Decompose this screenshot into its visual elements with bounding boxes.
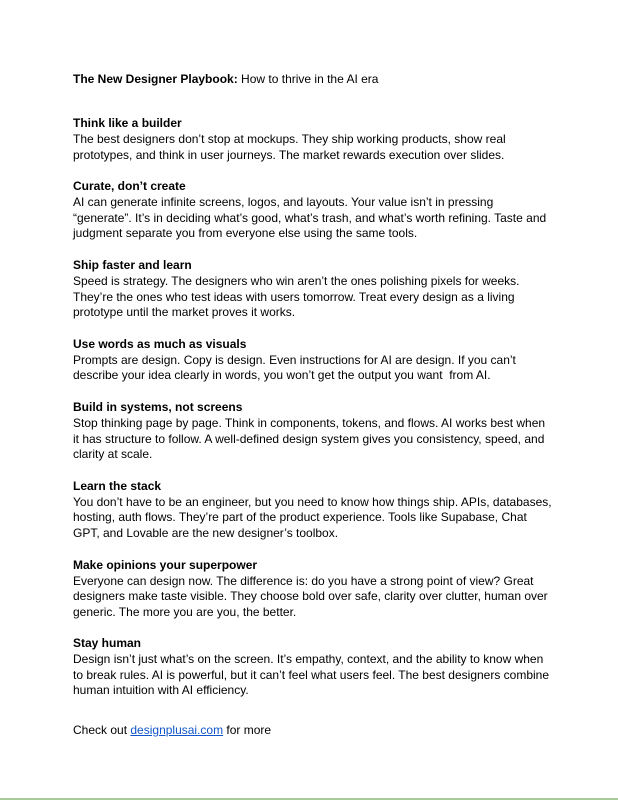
section-heading: Stay human	[73, 636, 142, 651]
section-heading: Make opinions your superpower	[73, 557, 258, 572]
section-body: Stop thinking page by page. Think in components, tokens, and flows. AI works best when it has structure to follow. A well-defined design system gives you consistency, speed, and clarity at scale.	[73, 415, 549, 462]
section-curate-dont-create	[73, 179, 553, 242]
section-body: Design isn’t just what’s on the screen. It’s empathy, context, and the ability to know when to break rules. AI is powerful, but it can’t feel what users feel. The best designers combine human intuition with AI efficiency.	[73, 652, 553, 698]
section-body: The best designers don’t stop at mockups. They ship working products, show real prototypes, and think in user journeys. The market rewards execution over slides.	[73, 132, 510, 162]
designplusai-link[interactable]: designplusai.com	[130, 723, 224, 738]
section-think-like-a-builder	[73, 116, 553, 163]
section-body: AI can generate infinite screens, logos, and layouts. Your value isn’t in pressing “generate”. It’s in deciding what’s good, what’s trash, and what’s worth refining. Taste and judgment separate you from everyone else using the same tools.	[73, 195, 550, 241]
section-body: Prompts are design. Copy is design. Even instructions for AI are design. If you can’t describe your idea clearly in words, you won’t get the output you want from AI.	[73, 352, 520, 383]
footer-line	[73, 723, 553, 737]
section-stay-human	[73, 636, 553, 699]
section-build-in-systems	[73, 400, 553, 463]
document-title-subtitle: How to thrive in the AI era	[237, 72, 379, 86]
section-body: You don’t have to be an engineer, but you need to know how things ship. APIs, databases, hosting, auth flows. They’re part of the product experience. Tools like Supabase, Chat GPT, and Lovable are the new designer’s toolbox.	[73, 494, 555, 540]
section-body: Speed is strategy. The designers who win aren’t the ones polishing pixels for weeks. They’re the ones who test ideas with users tomorrow. Treat every design as a living prototype until the market proves it works.	[73, 273, 523, 320]
section-make-opinions	[73, 558, 553, 621]
section-heading: Curate, don’t create	[73, 179, 186, 194]
section-use-words	[73, 337, 553, 384]
section-heading: Build in systems, not screens	[73, 399, 243, 414]
document-content	[73, 72, 553, 737]
document-title	[73, 72, 553, 86]
section-heading: Think like a builder	[73, 116, 182, 130]
section-body: Everyone can design now. The difference is: do you have a strong point of view? Great designers make taste visible. They choose bold over safe, clarity over clutter, human over generic. The more you are you, the better.	[73, 573, 552, 619]
section-ship-faster-and-learn	[73, 258, 553, 321]
section-heading: Learn the stack	[73, 478, 162, 493]
footer-suffix: for more	[223, 723, 272, 738]
section-heading: Ship faster and learn	[73, 257, 192, 272]
section-heading: Use words as much as visuals	[73, 336, 247, 351]
document-title-bold: The New Designer Playbook:	[73, 72, 238, 86]
section-learn-the-stack	[73, 479, 553, 542]
footer-prefix: Check out	[73, 723, 131, 738]
